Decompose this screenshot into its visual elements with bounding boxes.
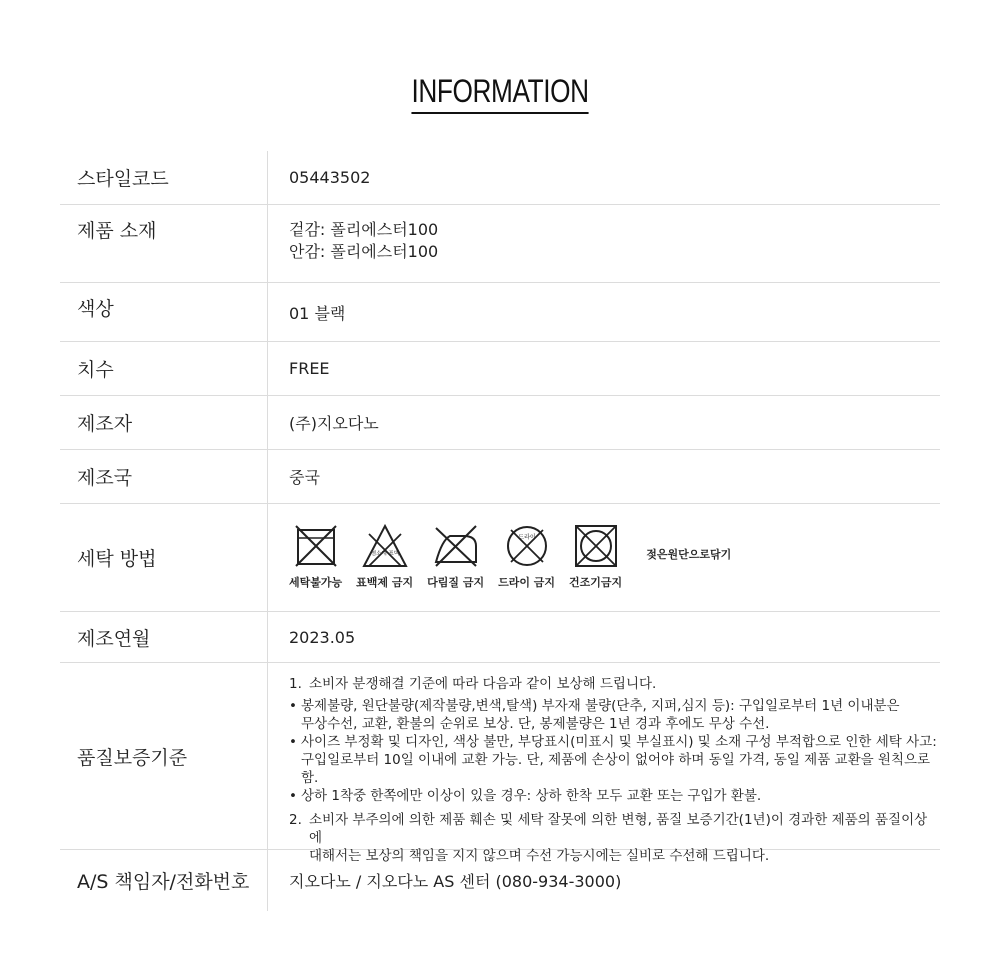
quality-bullet — [289, 787, 940, 805]
as-value: 지오다노 / 지오다노 AS 센터 (080-934-3000) — [289, 872, 622, 891]
no-ironing-icon — [432, 522, 480, 570]
quality-text — [268, 663, 940, 864]
style-code-label: 스타일코드 — [60, 151, 268, 204]
wash-symbols — [268, 504, 940, 611]
maker-value: (주)지오다노 — [289, 414, 379, 433]
quality-item-1-number: 1. — [289, 676, 302, 692]
country-label: 제조국 — [60, 450, 268, 503]
no-dry-clean-icon — [503, 522, 551, 570]
material-value — [268, 205, 940, 282]
as-label: A/S 책임자/전화번호 — [60, 850, 268, 911]
row-as — [60, 850, 940, 911]
country-value: 중국 — [289, 468, 320, 487]
no-dry-clean-inner-text: 드라이 — [517, 534, 536, 541]
no-washing-caption: 세탁불가능 — [289, 576, 343, 589]
quality-bullet-line: • 상하 1착중 한쪽에만 이상이 있을 경우: 상하 한착 모두 교환 또는 구입가 환불. — [301, 788, 762, 804]
no-tumble-dry-caption: 건조기금지 — [569, 576, 623, 589]
no-ironing-caption: 다림질 금지 — [427, 576, 485, 589]
row-material — [60, 205, 940, 283]
row-date — [60, 612, 940, 663]
quality-item-1 — [289, 675, 940, 693]
wash-label: 세탁 방법 — [60, 504, 268, 611]
row-style-code — [60, 151, 940, 205]
date-value: 2023.05 — [289, 627, 356, 647]
quality-item-2-number: 2. — [289, 812, 302, 828]
quality-bullet-line: 무상수선, 교환, 환불의 순위로 보상. 단, 봉제불량은 1년 경과 후에도 무상 수선. — [301, 716, 770, 732]
quality-bullet-line: • 봉제불량, 원단불량(제작불량,변색,탈색) 부자재 불량(단추, 지퍼,심지 등): 구입일로부터 1년 이내분은 — [301, 698, 900, 714]
row-wash — [60, 504, 940, 612]
quality-bullet-line: • 사이즈 부정확 및 디자인, 색상 불만, 부당표시(미표시 및 부실표시) 및 소재 구성 부적합으로 인한 세탁 사고: — [301, 734, 937, 750]
color-value: 01 블랙 — [289, 303, 346, 323]
no-bleach-inner-text: 염소계 표백 — [370, 551, 399, 557]
row-maker — [60, 396, 940, 450]
row-quality — [60, 663, 940, 864]
color-label: 색상 — [60, 283, 268, 341]
size-value: FREE — [289, 359, 330, 378]
no-tumble-dry-icon — [572, 522, 620, 570]
care-item-no-bleach — [356, 522, 413, 590]
quality-bullets — [289, 697, 940, 805]
care-item-no-dry-clean — [498, 522, 555, 590]
wash-note: 젖은원단으로닦기 — [646, 548, 732, 561]
quality-bullet — [289, 733, 940, 787]
material-outer: 겉감: 폴리에스터100 — [289, 220, 439, 239]
no-dry-clean-caption: 드라이 금지 — [498, 576, 556, 589]
material-label: 제품 소재 — [60, 205, 268, 282]
maker-label: 제조자 — [60, 396, 268, 449]
no-bleach-icon — [361, 522, 409, 570]
care-item-no-washing — [289, 522, 342, 590]
care-item-no-ironing — [427, 522, 484, 590]
quality-item-1-text: 소비자 분쟁해결 기준에 따라 다음과 같이 보상해 드립니다. — [309, 676, 657, 692]
row-size — [60, 342, 940, 396]
page-title-wrap — [0, 72, 1000, 114]
size-label: 치수 — [60, 342, 268, 395]
quality-label: 품질보증기준 — [60, 663, 268, 849]
row-color — [60, 283, 940, 342]
quality-bullet-line: 구입일로부터 10일 이내에 교환 가능. 단, 제품에 손상이 없어야 하며 동일 가격, 동일 제품 교환을 원칙으로 함. — [301, 752, 931, 786]
care-item-no-tumble-dry — [569, 522, 622, 590]
quality-item-2-line: 소비자 부주의에 의한 제품 훼손 및 세탁 잘못에 의한 변형, 품질 보증기간(1년)이 경과한 제품의 품질이상에 — [309, 812, 928, 846]
material-lining: 안감: 폴리에스터100 — [289, 242, 439, 261]
row-country — [60, 450, 940, 504]
no-washing-icon — [292, 522, 340, 570]
quality-bullet — [289, 697, 940, 733]
no-bleach-caption: 표백제 금지 — [356, 576, 414, 589]
date-label: 제조연월 — [60, 612, 268, 662]
page-title: INFORMATION — [411, 72, 588, 114]
info-table — [60, 151, 940, 911]
quality-item-2-line: 대해서는 보상의 책임을 지지 않으며 수선 가능시에는 실비로 수선해 드립니다. — [309, 848, 770, 864]
style-code-value: 05443502 — [289, 168, 371, 187]
